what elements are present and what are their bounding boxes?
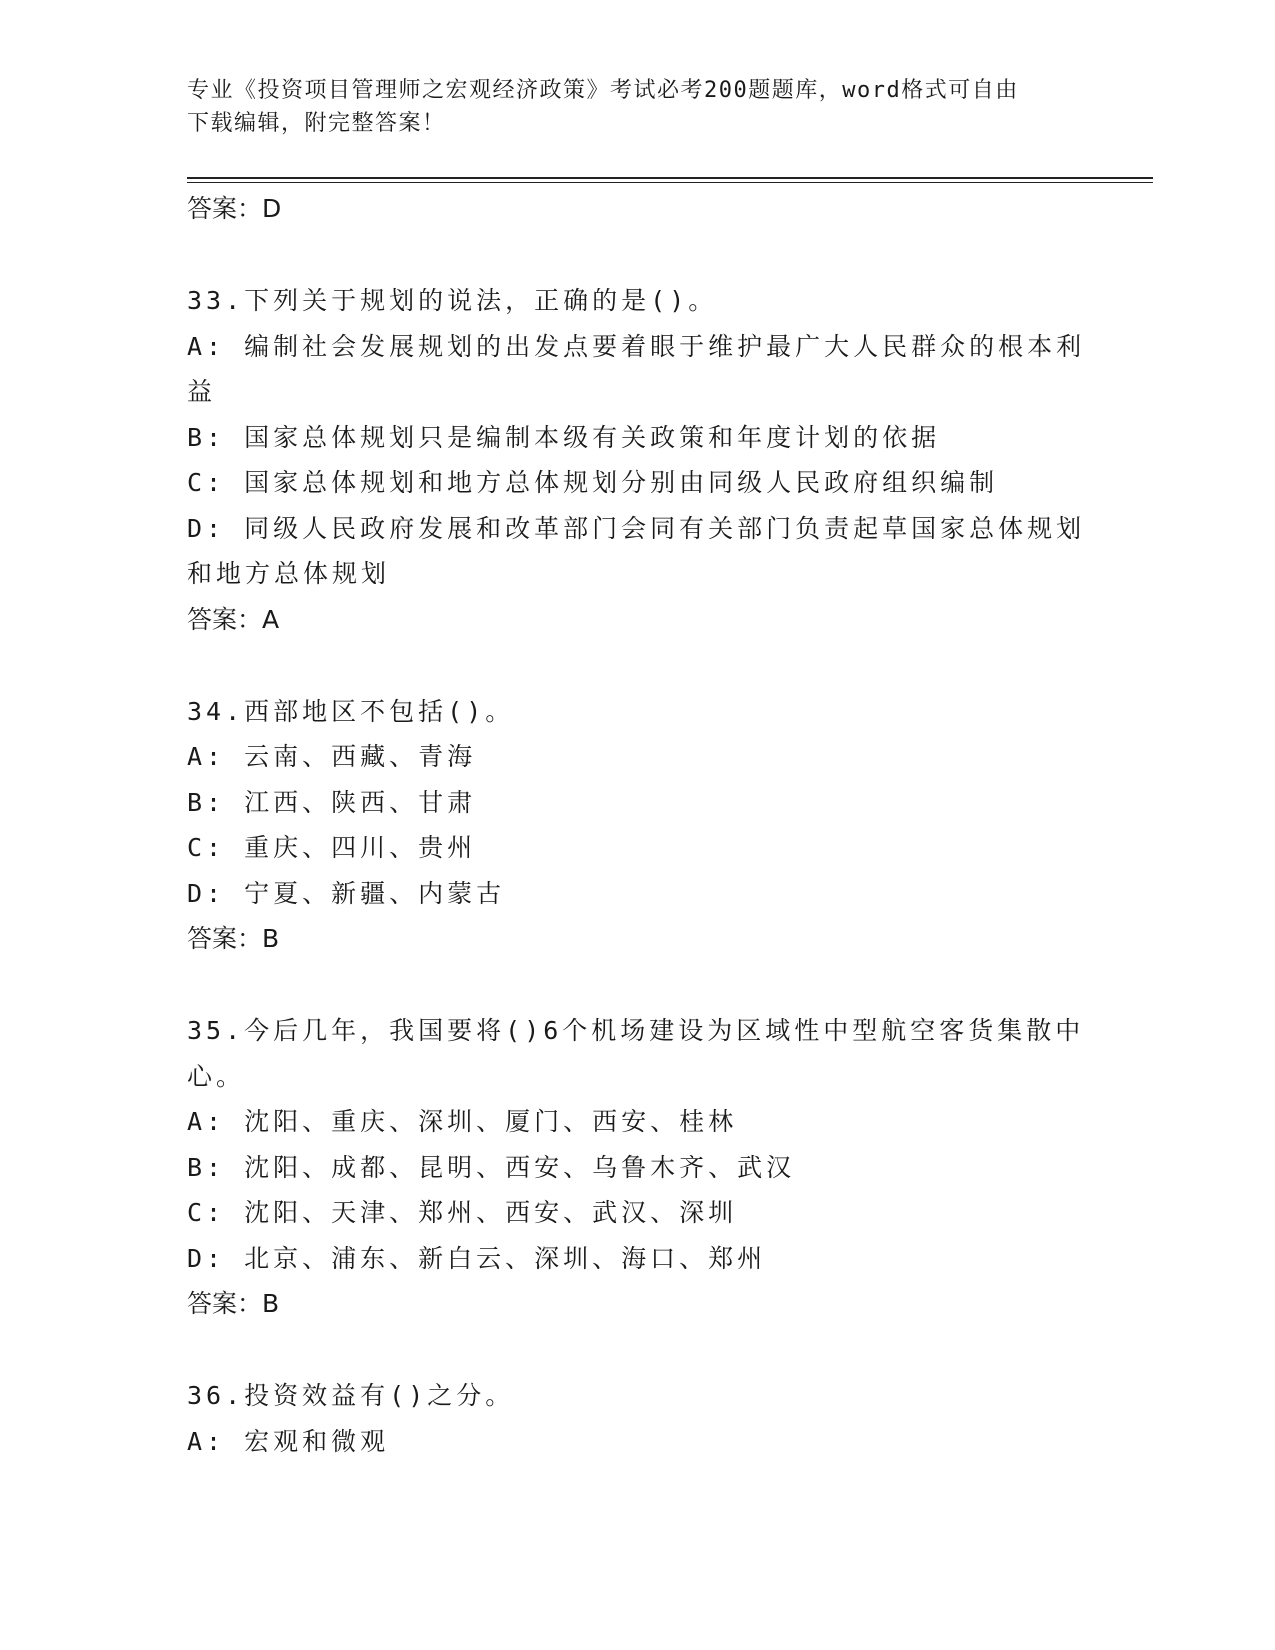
option-c: C: 国家总体规划和地方总体规划分别由同级人民政府组织编制 (187, 468, 999, 497)
question-35 (187, 1008, 1087, 1327)
option-b: B: 沈阳、成都、昆明、西安、乌鲁木齐、武汉 (187, 1152, 796, 1182)
question-stem: 34.西部地区不包括()。 (187, 696, 515, 726)
question-stem: 36.投资效益有()之分。 (187, 1381, 515, 1410)
question-34 (187, 689, 1087, 963)
option-a: A: 编制社会发展规划的出发点要着眼于维护最广大人民群众的根本利益 (187, 331, 1086, 406)
document-header (187, 74, 1067, 140)
answer-label: 答案：B (187, 1289, 280, 1318)
answer-label: 答案：B (187, 924, 280, 953)
header-divider-thin (187, 182, 1153, 183)
option-c: C: 沈阳、天津、郑州、西安、武汉、深圳 (187, 1198, 738, 1227)
option-a: A: 云南、西藏、青海 (187, 742, 477, 771)
option-c: C: 重庆、四川、贵州 (187, 833, 477, 862)
header-divider-thick (187, 177, 1153, 179)
option-b: B: 江西、陕西、甘肃 (187, 787, 477, 817)
question-stem: 33.下列关于规划的说法，正确的是()。 (187, 286, 718, 315)
option-d: D: 宁夏、新疆、内蒙古 (187, 878, 506, 908)
header-line-1: 专业《投资项目管理师之宏观经济政策》考试必考200题题库，word格式可自由 (187, 78, 1019, 103)
option-a: A: 沈阳、重庆、深圳、厦门、西安、桂林 (187, 1107, 738, 1136)
answer-label: 答案：D (187, 194, 282, 223)
option-d: D: 同级人民政府发展和改革部门会同有关部门负责起草国家总体规划和地方总体规划 (187, 513, 1086, 588)
header-line-2: 下载编辑，附完整答案！ (187, 111, 446, 136)
answer-label: 答案：A (187, 604, 280, 634)
question-36 (187, 1373, 1087, 1464)
question-33 (187, 278, 1087, 643)
question-list (187, 186, 1087, 1464)
option-b: B: 国家总体规划只是编制本级有关政策和年度计划的依据 (187, 422, 941, 452)
question-stem: 35.今后几年，我国要将()6个机场建设为区域性中型航空客货集散中心。 (187, 1016, 1085, 1091)
option-d: D: 北京、浦东、新白云、深圳、海口、郑州 (187, 1243, 767, 1273)
option-a: A: 宏观和微观 (187, 1426, 390, 1456)
